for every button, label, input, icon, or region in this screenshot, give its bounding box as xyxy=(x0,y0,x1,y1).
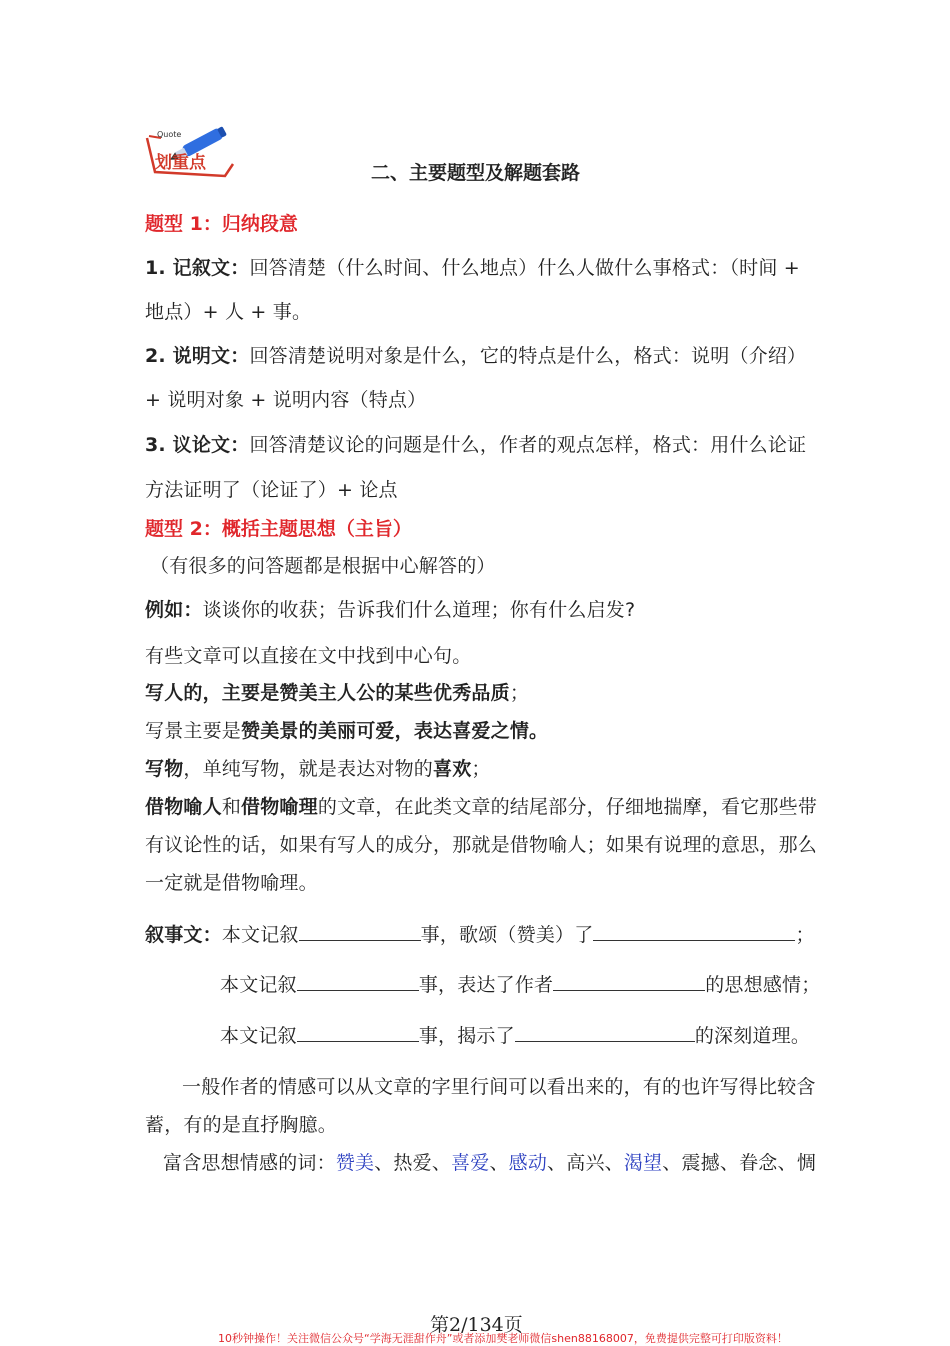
jiewu-line1 xyxy=(145,794,817,820)
sep: 、 xyxy=(547,1152,567,1174)
emotion-p1: 一般作者的情感可以从文章的字里行间可以看出来的，有的也许写得比较含 xyxy=(182,1076,816,1098)
word-2: 热爱 xyxy=(393,1152,432,1174)
sep: 、 xyxy=(662,1152,682,1174)
direct-line: 有些文章可以直接在文中找到中心句。 xyxy=(145,645,472,667)
object-a: 写物 xyxy=(145,758,184,780)
item2-text: 回答清楚说明对象是什么，它的特点是什么，格式：说明（介绍） xyxy=(249,345,807,367)
sep: 、 xyxy=(374,1152,394,1174)
word-3: 喜爱 xyxy=(451,1152,490,1174)
sep: 、 xyxy=(719,1152,740,1174)
item3-line2: 方法证明了（论证了）+ 论点 xyxy=(145,479,398,501)
jiewu-line3: 一定就是借物喻理。 xyxy=(145,872,318,894)
sep: 、 xyxy=(604,1152,624,1174)
word-4: 感动 xyxy=(508,1152,548,1174)
jiewu-line2: 有议论性的话，如果有写人的成分，那就是借物喻人；如果有说理的意思，那么 xyxy=(145,834,818,856)
r2c: 的思想感情； xyxy=(705,974,821,996)
item1-label: 1. 记叙文： xyxy=(145,257,250,279)
footer-note: 10秒钟操作！关注微信公众号“学海无涯甜作舟”或者添加樊老师微信shen88168007，免费提供完整可打印版资料！ xyxy=(218,1332,788,1345)
page-number: 第2/134页 xyxy=(430,1314,523,1336)
blank-1 xyxy=(299,922,421,941)
word-5: 高兴 xyxy=(566,1152,605,1174)
item2-label: 2. 说明文： xyxy=(145,345,250,367)
narrative-row1 xyxy=(145,922,815,948)
scene-b: 赞美景的美丽可爱，表达喜爱之情。 xyxy=(241,720,549,742)
word-9: 惆 xyxy=(796,1152,816,1174)
r1c: ； xyxy=(795,924,815,946)
item1-line2: 地点）+ 人 + 事。 xyxy=(145,301,312,323)
blank-4 xyxy=(553,972,705,991)
jiewu-d: 的文章，在此类文章的结尾部分，仔细地揣摩，看它那些带 xyxy=(317,796,818,818)
item3-text: 回答清楚议论的问题是什么，作者的观点怎样，格式：用什么论证 xyxy=(249,434,807,456)
example-label: 例如： xyxy=(145,599,203,621)
blank-5 xyxy=(297,1023,419,1042)
emotion-words xyxy=(163,1150,816,1176)
people-line xyxy=(145,680,529,706)
example-line xyxy=(145,597,635,623)
r2b: 事，表达了作者 xyxy=(418,974,554,996)
word-8: 眷念 xyxy=(739,1152,778,1174)
blank-3 xyxy=(297,972,419,991)
item3-label: 3. 议论文： xyxy=(145,434,250,456)
narrative-row3 xyxy=(220,1023,810,1049)
r1a: 本文记叙 xyxy=(221,924,299,946)
people-b: 赞美主人公的某些优秀品质 xyxy=(279,682,510,704)
jiewu-a: 借物喻人 xyxy=(145,796,222,818)
type2-heading: 题型 2：概括主题思想（主旨） xyxy=(145,518,412,540)
object-d: ； xyxy=(471,758,491,780)
object-b: ，单纯写物，就是表达对物的 xyxy=(183,758,434,780)
item3-line1 xyxy=(145,432,806,458)
narrative-label: 叙事文： xyxy=(145,924,222,946)
sep: 、 xyxy=(777,1152,797,1174)
type1-heading: 题型 1：归纳段意 xyxy=(145,213,298,235)
blank-2 xyxy=(593,922,795,941)
item2-line1 xyxy=(145,343,806,369)
r3b: 事，揭示了 xyxy=(418,1025,515,1047)
sep: 、 xyxy=(431,1152,452,1174)
scene-line xyxy=(145,718,548,744)
people-a: 写人的，主要是 xyxy=(145,682,280,704)
emotion-p2: 蓄，有的是直抒胸臆。 xyxy=(145,1114,338,1136)
people-c: ； xyxy=(509,682,530,704)
word-1: 赞美 xyxy=(335,1152,375,1174)
jiewu-c: 借物喻理 xyxy=(241,796,318,818)
page-title: 二、主要题型及解题套路 xyxy=(371,162,581,184)
sep: 、 xyxy=(489,1152,509,1174)
item1-text: 回答清楚（什么时间、什么地点）什么人做什么事格式：（时间 + xyxy=(249,257,800,279)
r2a: 本文记叙 xyxy=(220,974,297,996)
word-7: 震撼 xyxy=(681,1152,720,1174)
object-line xyxy=(145,756,491,782)
scene-a: 写景主要是 xyxy=(145,720,242,742)
item1-line1 xyxy=(145,255,800,281)
words-label: 富含思想情感的词： xyxy=(163,1152,336,1174)
quote-label: Quote xyxy=(157,130,182,139)
r3c: 的深刻道理。 xyxy=(694,1025,811,1047)
type2-note: （有很多的问答题都是根据中心解答的） xyxy=(150,555,496,577)
object-c: 喜欢 xyxy=(433,758,472,780)
r3a: 本文记叙 xyxy=(220,1025,297,1047)
r1b: 事，歌颂（赞美）了 xyxy=(420,924,594,946)
blank-6 xyxy=(515,1023,695,1042)
example-text: 谈谈你的收获；告诉我们什么道理；你有什么启发? xyxy=(202,599,636,621)
jiewu-b: 和 xyxy=(221,796,242,818)
highlight-logo xyxy=(143,124,239,180)
logo-text: 划重点 xyxy=(155,153,206,173)
word-6: 渴望 xyxy=(623,1152,663,1174)
narrative-row2 xyxy=(220,972,820,998)
item2-line2: + 说明对象 + 说明内容（特点） xyxy=(145,389,427,411)
